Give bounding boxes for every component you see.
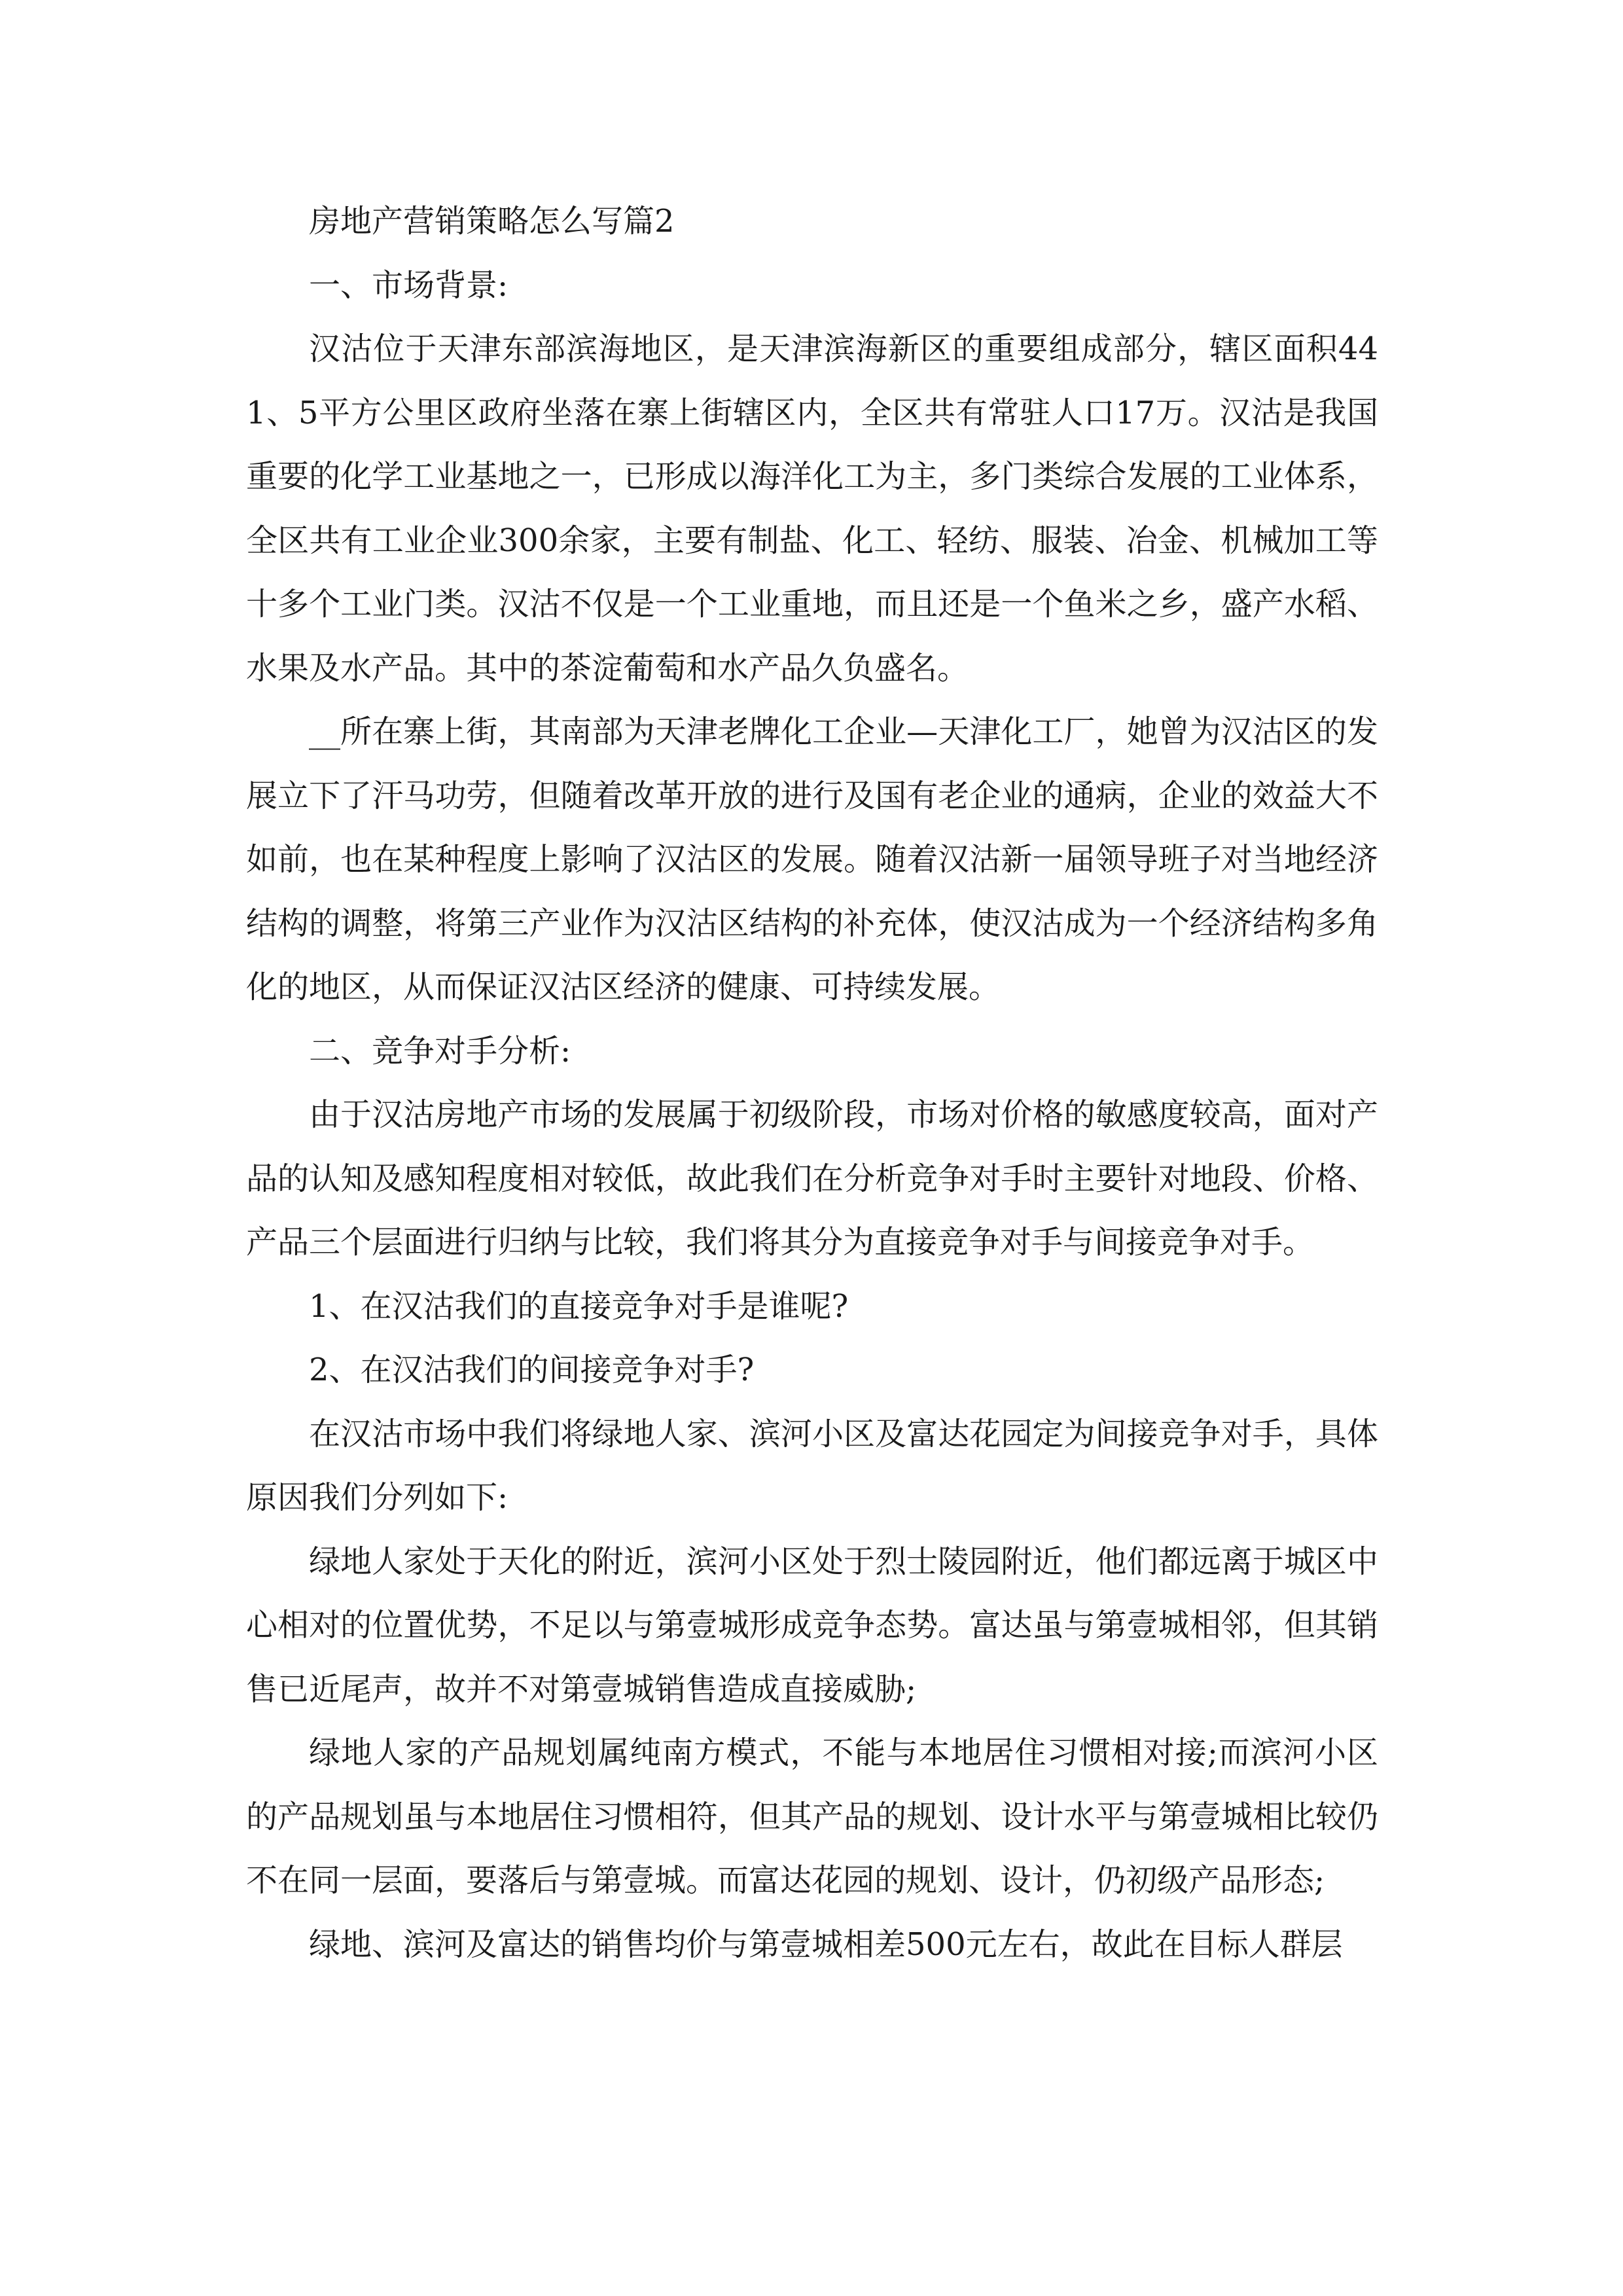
list-item-direct-competitors: 1、在汉沽我们的直接竞争对手是谁呢? bbox=[309, 1287, 849, 1325]
document-body bbox=[246, 190, 1378, 1977]
list-item-indirect-competitors: 2、在汉沽我们的间接竞争对手? bbox=[309, 1352, 755, 1388]
paragraph-product-comparison: 绿地人家的产品规划属纯南方模式，不能与本地居住习惯相对接;而滨河小区的产品规划虽与本地居住习惯相符，但其产品的规划、设计水平与第壹城相比较仍不在同一层面，要落后与第壹城。而富达花园的规划、设计，仍初级产品形态; bbox=[246, 1734, 1378, 1899]
section-heading-competitor-analysis: 二、竞争对手分析: bbox=[309, 1032, 571, 1069]
paragraph-competitor-method: 由于汉沽房地产市场的发展属于初级阶段，市场对价格的敏感度较高，面对产品的认知及感知程度相对较低，故此我们在分析竞争对手时主要针对地段、价格、产品三个层面进行归纳与比较，我们将其分为直接竞争对手与间接竞争对手。 bbox=[246, 1096, 1378, 1261]
section-heading-market-background: 一、市场背景: bbox=[309, 266, 508, 304]
paragraph-price-comparison: 绿地、滨河及富达的销售均价与第壹城相差500元左右，故此在目标人群层 bbox=[309, 1926, 1343, 1963]
paragraph-hangu-overview: 汉沽位于天津东部滨海地区，是天津滨海新区的重要组成部分，辖区面积441、5平方公里区政府坐落在寨上街辖区内，全区共有常驻人口17万。汉沽是我国重要的化学工业基地之一，已形成以海洋化工为主，多门类综合发展的工业体系，全区共有工业企业300余家，主要有制盐、化工、轻纺、服装、冶金、机械加工等十多个工业门类。汉沽不仅是一个工业重地，而且还是一个鱼米之乡，盛产水稻、水果及水产品。其中的茶淀葡萄和水产品久负盛名。 bbox=[246, 331, 1378, 687]
paragraph-indirect-competitor-list: 在汉沽市场中我们将绿地人家、滨河小区及富达花园定为间接竞争对手，具体原因我们分列如下: bbox=[246, 1415, 1378, 1516]
paragraph-location-comparison: 绿地人家处于天化的附近，滨河小区处于烈士陵园附近，他们都远离于城区中心相对的位置优势，不足以与第壹城形成竞争态势。富达虽与第壹城相邻，但其销售已近尾声，故并不对第壹城销售造成直接威胁; bbox=[246, 1543, 1378, 1708]
paragraph-zhaishang-street: __所在寨上街，其南部为天津老牌化工企业—天津化工厂，她曾为汉沽区的发展立下了汗马功劳，但随着改革开放的进行及国有老企业的通病，企业的效益大不如前，也在某种程度上影响了汉沽区的发展。随着汉沽新一届领导班子对当地经济结构的调整，将第三产业作为汉沽区结构的补充体，使汉沽成为一个经济结构多角化的地区，从而保证汉沽区经济的健康、可持续发展。 bbox=[246, 713, 1378, 1005]
document-title: 房地产营销策略怎么写篇2 bbox=[309, 203, 675, 240]
